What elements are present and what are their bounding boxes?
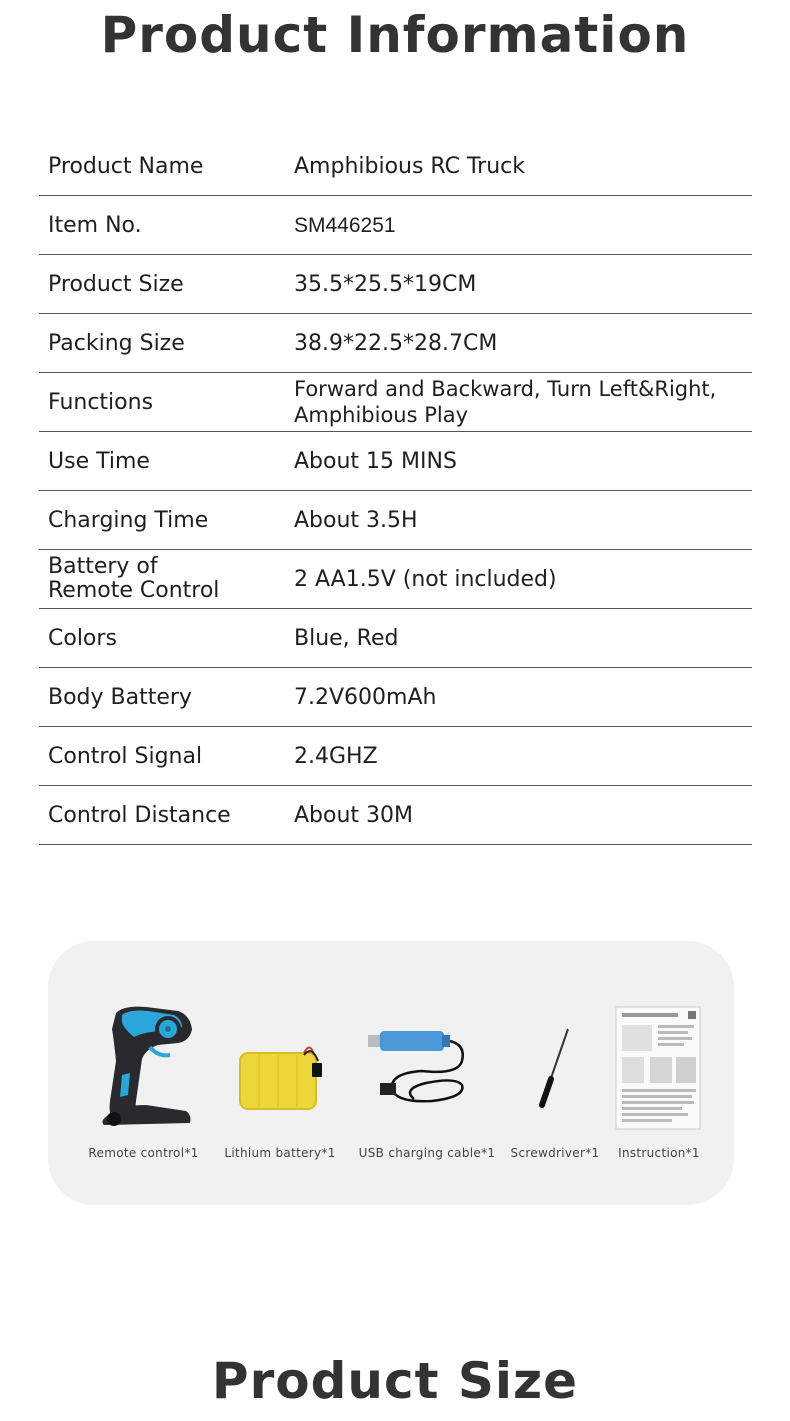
accessory-remote-control (86, 1001, 201, 1171)
spec-value: Forward and Backward, Turn Left&Right, Amphibious Play (294, 377, 717, 427)
spec-label: Product Size (48, 271, 184, 297)
spec-value: 35.5*25.5*19CM (294, 271, 477, 297)
spec-label: Product Name (48, 154, 204, 179)
accessory-caption: USB charging cable*1 (358, 1146, 496, 1160)
spec-row-use-time (39, 432, 752, 491)
spec-row-body-battery (39, 668, 752, 727)
spec-value: 7.2V600mAh (294, 684, 437, 710)
spec-row-product-name (39, 138, 752, 196)
spec-row-charging-time (39, 491, 752, 550)
remote-control-icon (86, 1001, 201, 1131)
spec-value: About 15 MINS (294, 448, 457, 474)
spec-row-remote-battery (39, 550, 752, 609)
spec-label: Packing Size (48, 330, 185, 356)
accessory-screwdriver (510, 1001, 600, 1171)
spec-label: Colors (48, 625, 117, 651)
battery-pack-icon (230, 1001, 330, 1131)
spec-label: Item No. (48, 212, 142, 238)
spec-value: 2.4GHZ (294, 743, 378, 769)
spec-value: 2 AA1.5V (not included) (294, 566, 557, 592)
spec-label: Functions (48, 389, 154, 415)
accessory-caption: Remote control*1 (88, 1146, 199, 1160)
spec-label: Battery of Remote Control (48, 554, 220, 603)
spec-value: About 3.5H (294, 507, 418, 533)
spec-row-control-signal (39, 727, 752, 786)
accessory-lithium-battery (224, 1001, 336, 1171)
spec-label: Body Battery (48, 684, 192, 710)
spec-value: SM446251 (294, 213, 396, 237)
page-title: Product Information (100, 6, 690, 64)
accessory-usb-cable (358, 1001, 496, 1171)
spec-value: About 30M (294, 802, 414, 828)
accessory-caption: Lithium battery*1 (224, 1146, 336, 1160)
spec-label: Use Time (48, 448, 150, 474)
instruction-sheet-icon (614, 1001, 704, 1131)
spec-row-colors (39, 609, 752, 668)
spec-value: 38.9*22.5*28.7CM (294, 330, 498, 356)
spec-row-product-size (39, 255, 752, 314)
screwdriver-icon (520, 1001, 590, 1131)
spec-row-item-no (39, 196, 752, 255)
spec-row-functions (39, 373, 752, 432)
spec-label: Charging Time (48, 507, 209, 533)
spec-row-control-distance (39, 786, 752, 845)
accessory-instruction (614, 1001, 704, 1171)
spec-value: Blue, Red (294, 625, 399, 651)
spec-table (39, 138, 752, 845)
spec-row-packing-size (39, 314, 752, 373)
usb-cable-icon (362, 1001, 492, 1131)
accessories-panel (48, 941, 734, 1205)
accessory-caption: Screwdriver*1 (510, 1146, 600, 1160)
spec-label: Control Distance (48, 802, 231, 828)
spec-label: Control Signal (48, 743, 203, 769)
section-title: Product Size (211, 1352, 579, 1410)
spec-value: Amphibious RC Truck (294, 154, 526, 179)
accessory-caption: Instruction*1 (618, 1146, 700, 1160)
